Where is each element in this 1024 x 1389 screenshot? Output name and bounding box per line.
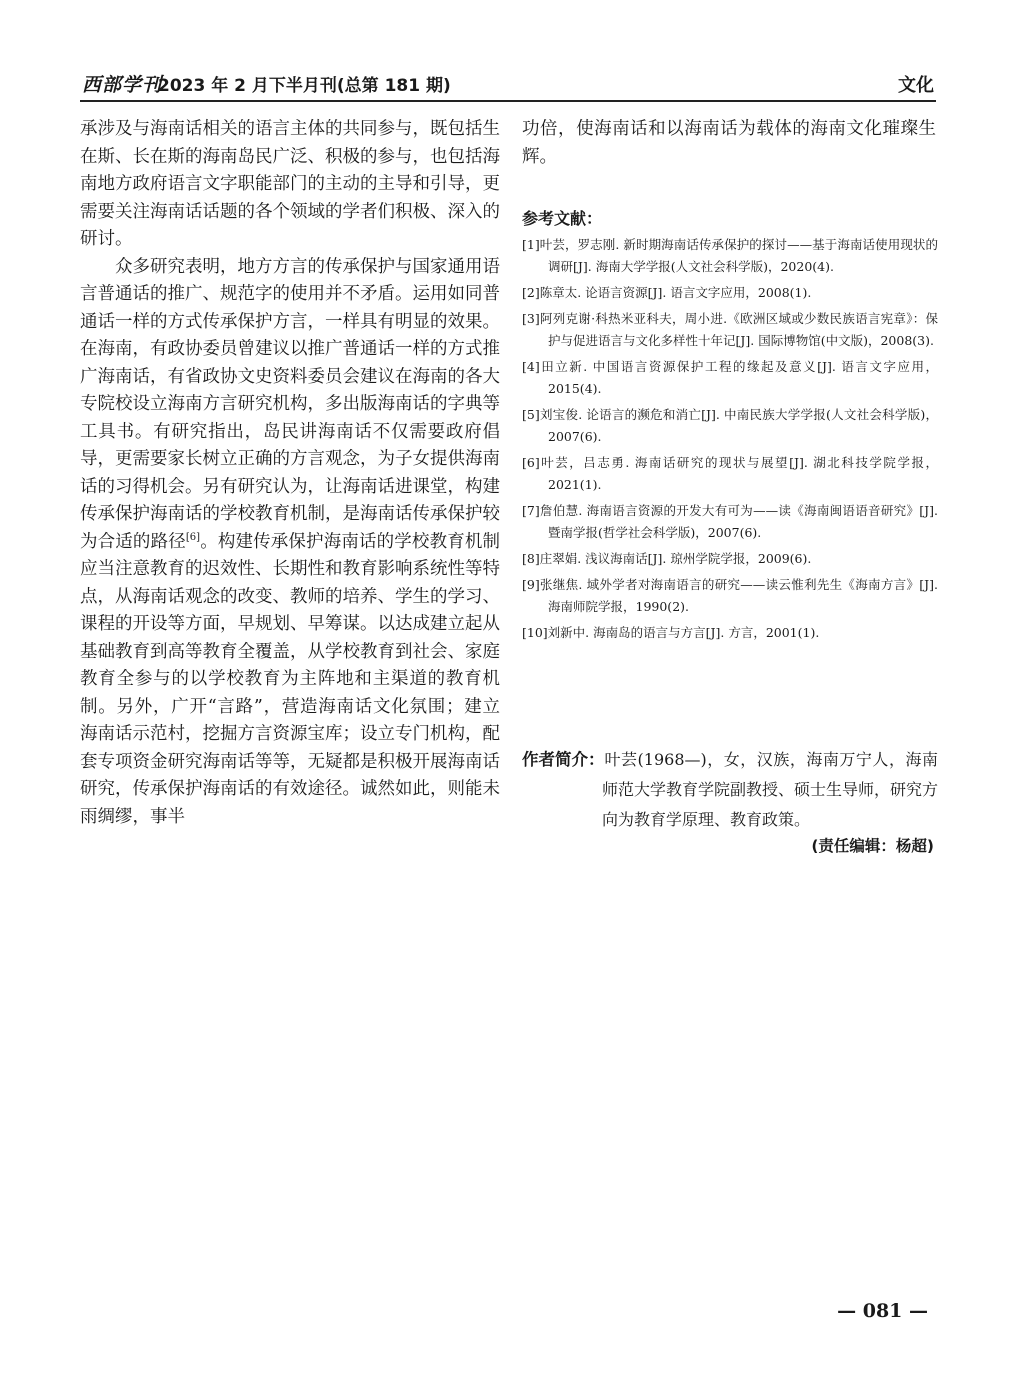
responsible-editor: (责任编辑：杨超) <box>811 837 934 855</box>
reference-item: [4]田立新. 中国语言资源保护工程的缘起及意义[J]. 语言文字应用，2015(4). <box>522 359 938 396</box>
paragraph-text: 。构建传承保护海南话的学校教育机制应当注意教育的迟效性、长期性和教育影响系统性等特点，从海南话观念的改变、教师的培养、学生的学习、课程的开设等方面，早规划、早筹谋。以达成建立起从基础教育到高等教育全覆盖，从学校教育到社会、家庭教育全参与的以学校教育为主阵地和主渠道的教育机制。另外，广开“言路”，营造海南话文化氛围；建立海南话示范村，挖掘方言资源宝库；设立专门机构，配套专项资金研究海南话等等，无疑都是积极开展海南话研究，传承保护海南话的有效途径。诚然如此，则能未雨绸缪，事半 <box>80 531 501 827</box>
reference-item: [3]阿列克谢·科热米亚科夫，周小进.《欧洲区域或少数民族语言宪章》：保护与促进语言与文化多样性十年记[J]. 国际博物馆(中文版)，2008(3). <box>522 311 938 348</box>
reference-item: [5]刘宝俊. 论语言的濒危和消亡[J]. 中南民族大学学报(人文社会科学版)，2007(6). <box>522 407 938 444</box>
reference-item: [8]庄翠娟. 浅议海南话[J]. 琼州学院学报，2009(6). <box>522 551 812 566</box>
paragraph-text: 众多研究表明，地方方言的传承保护与国家通用语言普通话的推广、规范字的使用并不矛盾。运用如同普通话一样的方式传承保护方言，一样具有明显的效果。在海南，有政协委员曾建议以推广普通话一样的方式推广海南话，有省政协文史资料委员会建议在海南的各大专院校设立海南方言研究机构，多出版海南话的字典等工具书。有研究指出，岛民讲海南话不仅需要政府倡导，更需要家长树立正确的方言观念，为子女提供海南话的习得机会。另有研究认为，让海南话进课堂，构建传承保护海南话的学校教育机制，是海南话传承保护较为合适的路径 <box>80 256 500 552</box>
right-column <box>522 116 936 171</box>
paragraph: 承涉及与海南话相关的语言主体的共同参与，既包括生在斯、长在斯的海南岛民广泛、积极的参与，也包括海南地方政府语言文字职能部门的主动的主导和引导，更需要关注海南话话题的各个领域的学者们积极、深入的研讨。 <box>80 119 500 249</box>
page-number: — 081 — <box>837 1300 928 1322</box>
reference-list <box>522 234 938 648</box>
issue-info: 2023 年 2 月下半月刊(总第 181 期) <box>158 76 451 96</box>
paragraph <box>80 254 500 832</box>
references-heading: 参考文献： <box>522 209 603 228</box>
citation-mark: [6] <box>185 531 201 543</box>
author-bio-text: 叶芸(1968—)，女，汉族，海南万宁人，海南师范大学教育学院副教授、硕士生导师，研究方向为教育学原理、教育政策。 <box>602 750 939 829</box>
reference-item: [7]詹伯慧. 海南语言资源的开发大有可为——读《海南闽语语音研究》[J]. 暨南学报(哲学社会科学版)，2007(6). <box>522 503 938 540</box>
reference-item: [9]张继焦. 域外学者对海南语言的研究——读云惟利先生《海南方言》[J]. 海南师院学报，1990(2). <box>522 577 938 614</box>
section-name: 文化 <box>898 75 934 96</box>
reference-item: [6]叶芸，吕志勇. 海南话研究的现状与展望[J]. 湖北科技学院学报，2021(1). <box>522 455 938 492</box>
journal-brand: 西部学刊 <box>82 74 163 96</box>
author-bio-label: 作者简介： <box>522 750 605 769</box>
reference-item: [1]叶芸，罗志刚. 新时期海南话传承保护的探讨——基于海南话使用现状的调研[J]. 海南大学学报(人文社会科学版)，2020(4). <box>522 237 938 274</box>
left-column <box>80 116 500 831</box>
header-rule <box>80 100 936 102</box>
reference-item: [10]刘新中. 海南岛的语言与方言[J]. 方言，2001(1). <box>522 625 820 640</box>
reference-item: [2]陈章太. 论语言资源[J]. 语言文字应用，2008(1). <box>522 285 812 300</box>
author-bio <box>522 745 938 835</box>
paragraph: 功倍，使海南话和以海南话为载体的海南文化璀璨生辉。 <box>522 119 936 167</box>
